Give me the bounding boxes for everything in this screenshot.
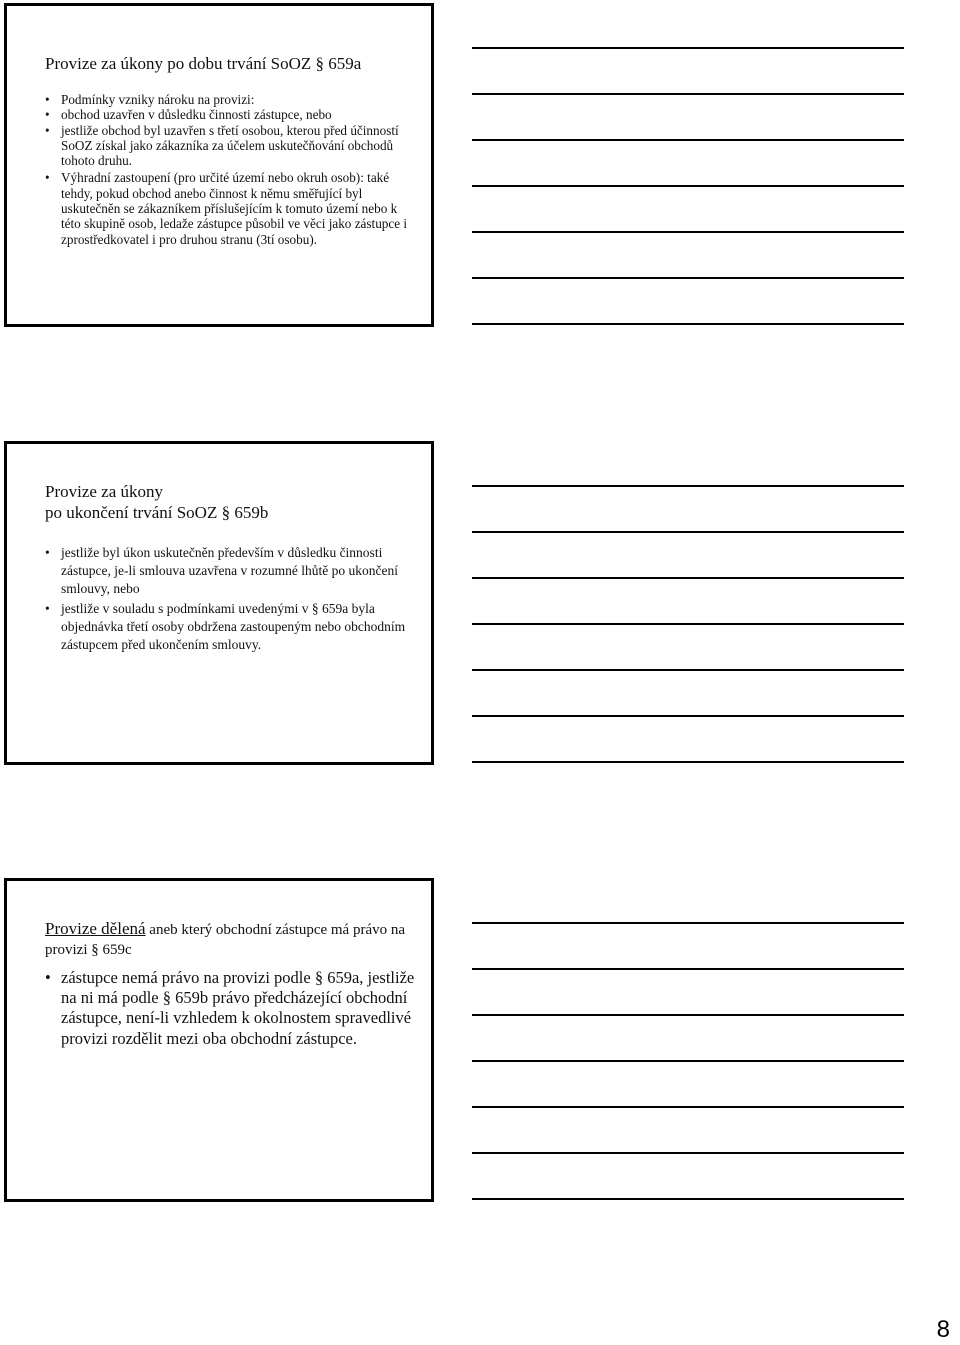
note-line [472, 1014, 904, 1016]
slide-title-line: po ukončení trvání SoOZ § 659b [45, 503, 269, 522]
note-line [472, 1198, 904, 1200]
slide-659a [4, 3, 434, 327]
bullet-icon: • [45, 545, 50, 560]
list-item: • jestliže v souladu s podmínkami uvedenými v § 659a byla objednávka třetí osoby obdržena zastoupeným nebo obchodním zástupcem před ukončením smlouvy. [45, 601, 406, 652]
page-number: 8 [936, 1316, 950, 1343]
note-line [472, 185, 904, 187]
note-line [472, 623, 904, 625]
note-line [472, 231, 904, 233]
list-item: • zástupce nemá právo na provizi podle § 659a, jestliže na ni má podle § 659b právo předcházející obchodní zástupce, není-li vzhledem k okolnostem spravedlivé provizi rozdělit mezi oba obchodní zástupce. [45, 968, 415, 1048]
slide-title-line: Provize za úkony [45, 482, 164, 501]
note-line [472, 93, 904, 95]
note-line [472, 323, 904, 325]
note-line [472, 968, 904, 970]
list-item: • jestliže obchod byl uzavřen s třetí osobou, kterou před účinností SoOZ získal jako zákazníka za účelem uskutečňování obchodů tohoto druhu. [45, 122, 399, 169]
bullet-icon: • [45, 968, 51, 987]
note-line [472, 1152, 904, 1154]
bullet-icon: • [45, 92, 50, 107]
slide-title-rest: aneb který obchodní zástupce má právo na provizi § 659c [45, 922, 406, 958]
slide-title [45, 481, 421, 523]
slide-659c [4, 878, 434, 1202]
bullet-icon: • [45, 601, 50, 616]
note-line [472, 47, 904, 49]
slide-title: Provize za úkony po dobu trvání SoOZ § 659a [45, 54, 362, 73]
list-item: • obchod uzavřen v důsledku činnosti zástupce, nebo [45, 107, 332, 123]
bullet-list [45, 544, 417, 654]
note-line [472, 669, 904, 671]
note-line [472, 1106, 904, 1108]
note-line [472, 577, 904, 579]
slide-title-emphasis: Provize dělená [45, 919, 146, 938]
note-line [472, 761, 904, 763]
slide-title [45, 919, 421, 960]
list-item: • Podmínky vzniky nároku na provizi: [45, 92, 255, 107]
note-line [472, 922, 904, 924]
list-item: • Výhradní zastoupení (pro určité území nebo okruh osob): také tehdy, pokud obchod anebo činnost k němu směřující byl uskutečněn se zákazníkem příslušejícím k tomuto území nebo k této skupině osob, ledaže zástupce působil ve věci jako zástupce i zprostředkovatel i pro druhou stranu (3tí osobu). [45, 170, 408, 247]
bullet-icon: • [45, 107, 50, 123]
bullet-icon: • [45, 122, 50, 138]
list-item: • jestliže byl úkon uskutečněn především v důsledku činnosti zástupce, je-li smlouva uzavřena v rozumné lhůtě po ukončení smlouvy, nebo [45, 545, 399, 596]
note-line [472, 485, 904, 487]
note-line [472, 531, 904, 533]
bullet-list [45, 92, 417, 247]
note-line [472, 277, 904, 279]
slide-659b [4, 441, 434, 765]
note-line [472, 1060, 904, 1062]
note-line [472, 715, 904, 717]
note-line [472, 139, 904, 141]
bullet-list [45, 968, 417, 1049]
bullet-icon: • [45, 170, 50, 186]
